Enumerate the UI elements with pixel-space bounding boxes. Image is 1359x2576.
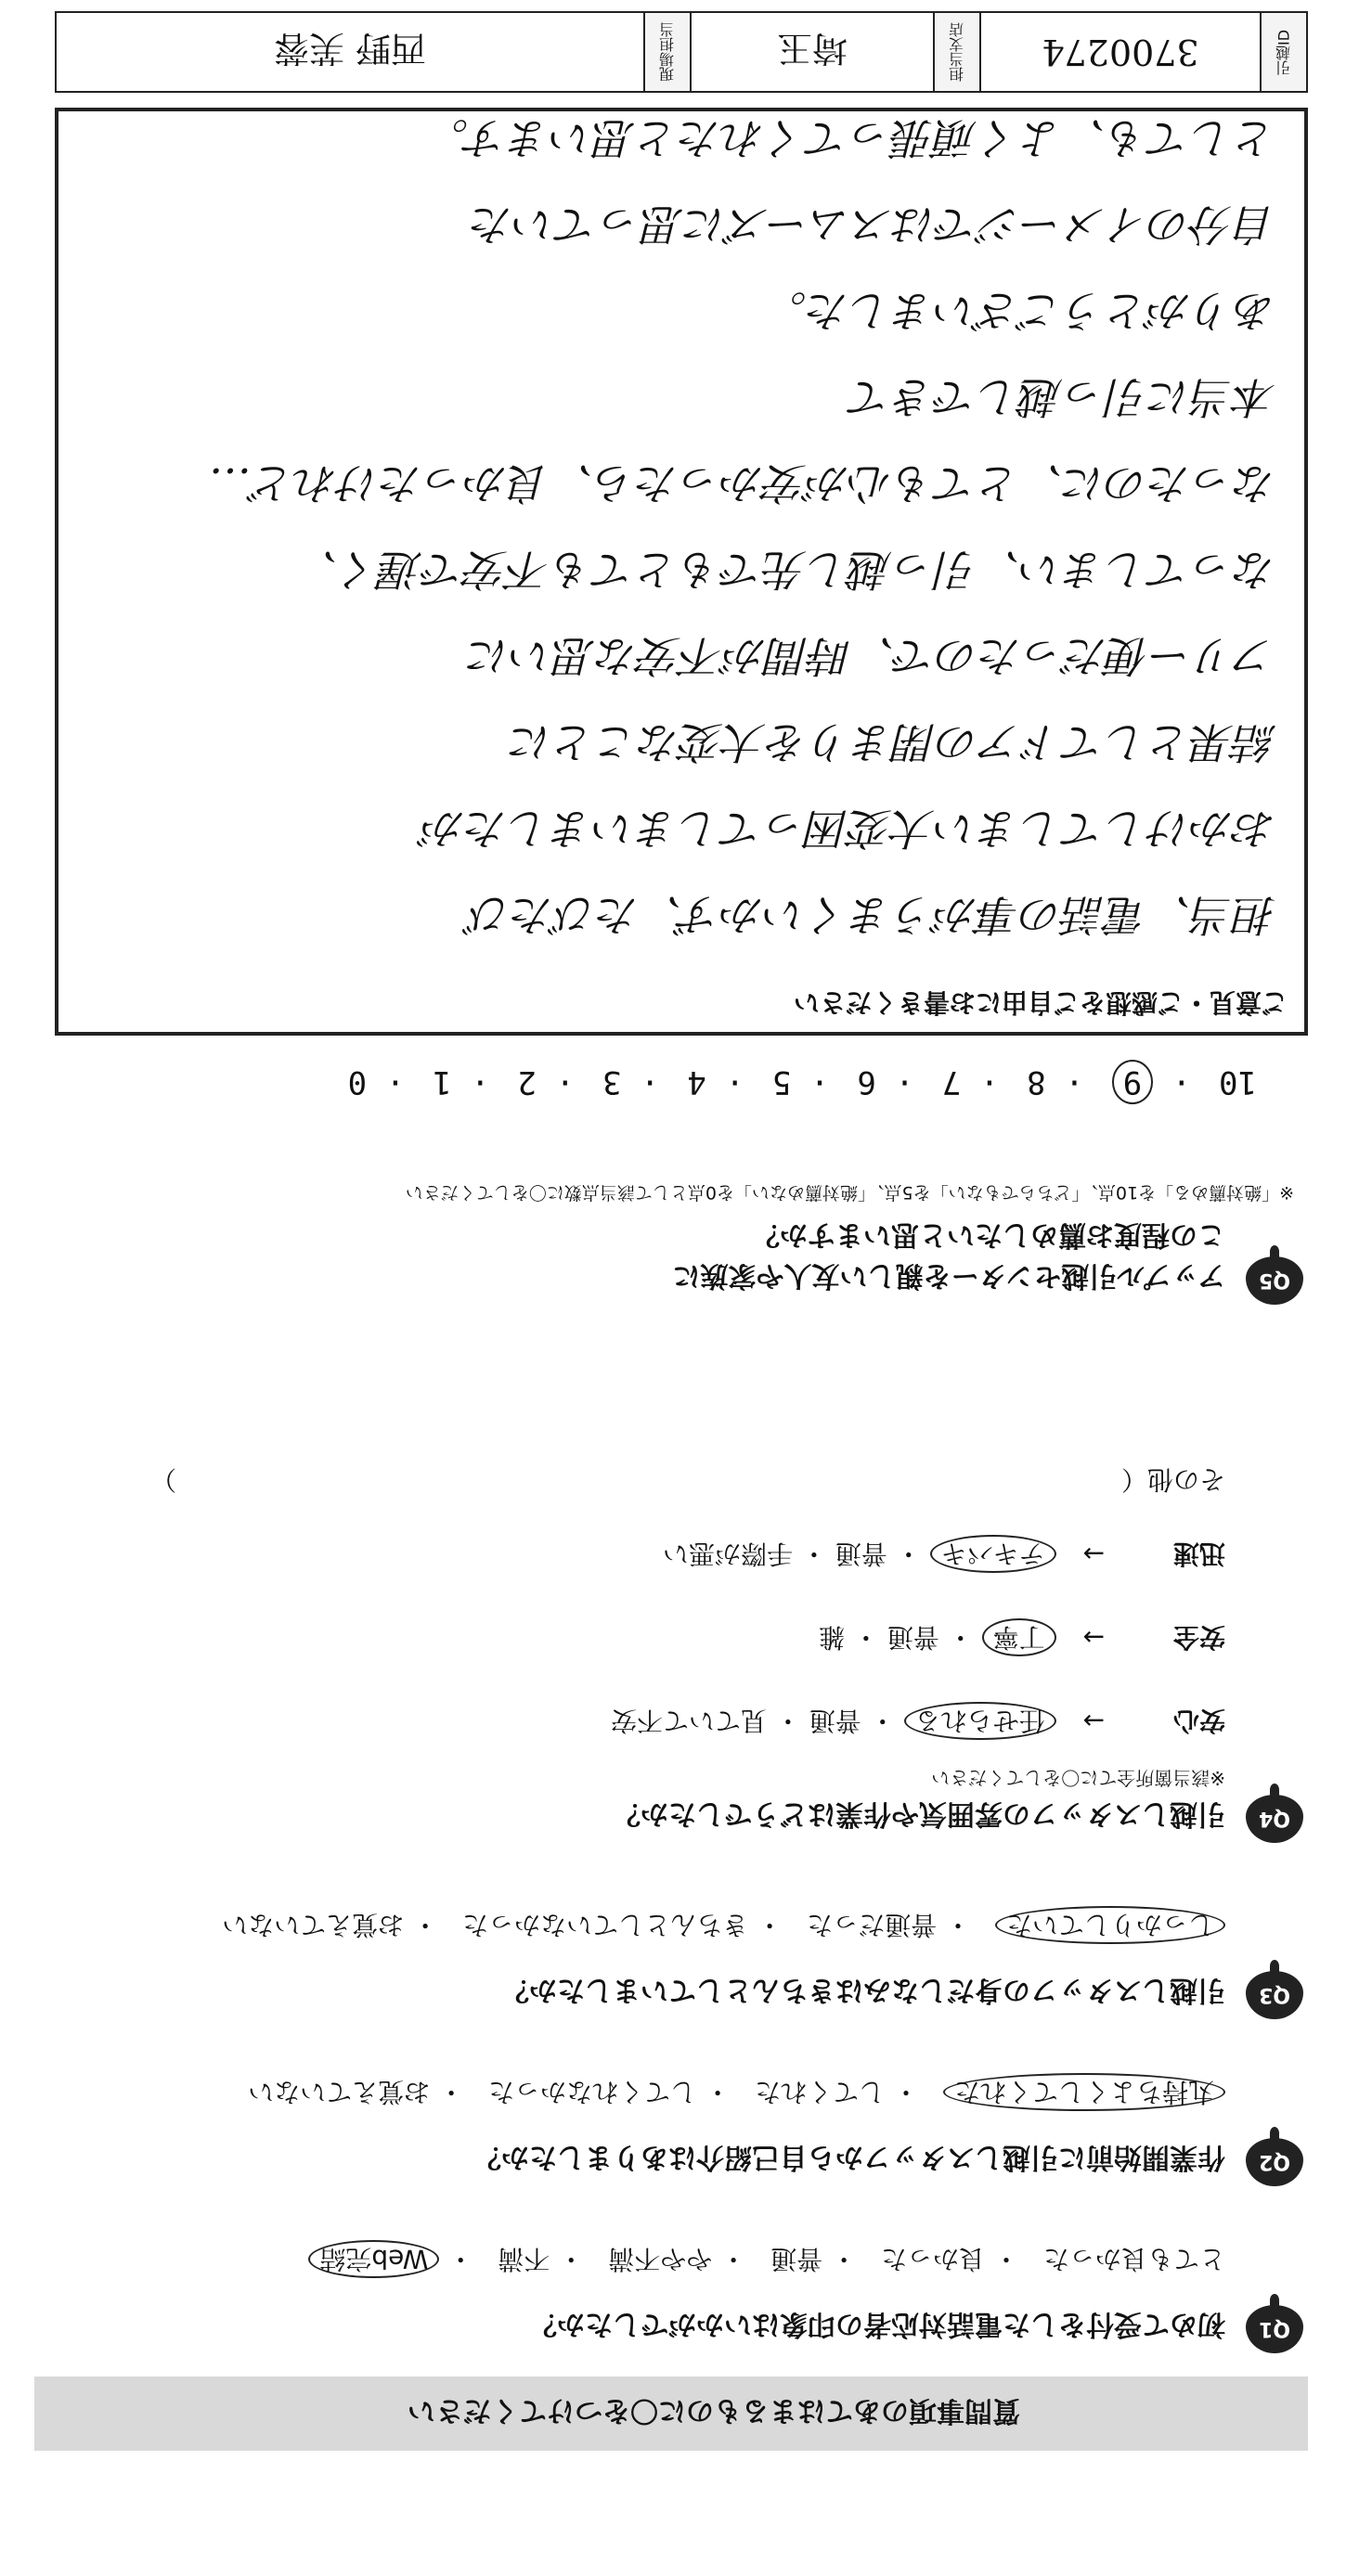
- q1-option[interactable]: 不満: [498, 2244, 550, 2274]
- branch-label: 担当支店: [933, 13, 979, 91]
- scale-point[interactable]: 3: [602, 1063, 622, 1101]
- q3-option[interactable]: 普通だった: [807, 1910, 938, 1940]
- comment-title: ご意見・ご感想をご自由にお書きください: [793, 987, 1288, 1018]
- id-value: 3700274: [979, 13, 1260, 91]
- question-3: [41, 1880, 1303, 2019]
- question-2: [41, 2047, 1303, 2186]
- q4-option[interactable]: 普通: [809, 1706, 861, 1736]
- scale-point[interactable]: 4: [687, 1063, 706, 1101]
- scale-point[interactable]: 10: [1219, 1063, 1257, 1101]
- q4-other-label: その他（: [1120, 1464, 1225, 1495]
- q3-options: しっかりしていた・ 普通だった・ きちんとしていなかった・ お覚えていない: [198, 1908, 1225, 1945]
- q3-option-selected[interactable]: しっかりしていた: [995, 1906, 1225, 1944]
- q4-row-anzen: 安全→ 丁寧 ・ 普通 ・ 雑: [819, 1620, 1225, 1657]
- leader-label: 現場担当: [643, 13, 690, 91]
- question-4: [41, 1453, 1303, 1843]
- q1-option[interactable]: 普通: [770, 2244, 823, 2274]
- q4-option[interactable]: 見ていて不安: [610, 1706, 767, 1736]
- q4-row-key: 安心: [1172, 1706, 1225, 1736]
- scale-point[interactable]: 8: [1027, 1063, 1046, 1101]
- question-1: [41, 2214, 1303, 2353]
- q4-option-selected[interactable]: 丁寧: [982, 1618, 1056, 1656]
- scale-point-selected[interactable]: 9: [1112, 1060, 1153, 1104]
- leader-value: 西野 芙蓉: [273, 28, 427, 70]
- q4-option-selected[interactable]: テキパキ: [930, 1535, 1056, 1573]
- q4-option[interactable]: 普通: [835, 1539, 887, 1569]
- q4-row-key: 安全: [1172, 1622, 1225, 1653]
- q4-option[interactable]: 雑: [818, 1622, 845, 1653]
- branch-value: 埼玉: [690, 13, 933, 91]
- q1-text: 初めて受付をした電話対応者の印象はいかがでしたか？: [529, 2308, 1225, 2340]
- q4-row-anshin: 安心→ 任せられる ・ 普通 ・ 見ていて不安: [611, 1704, 1225, 1741]
- q5-text-2: この程度お薦めしたいと思いますか？: [752, 1218, 1225, 1251]
- q4-row-key: 迅速: [1172, 1539, 1225, 1569]
- instruction-text: 質問事項のあてはまるものに〇をつけてください: [408, 2394, 1020, 2427]
- q2-badge: Q2: [1246, 2138, 1303, 2186]
- q5-scale: 10· 9· 8· 7· 6· 5· 4· 3· 2· 1· 0: [320, 1063, 1257, 1101]
- q4-note: ※該当箇所全てに〇をしてください: [931, 1767, 1225, 1789]
- q1-options: とても良かった・ 良かった・ 普通・ やや不満・ 不満・ Web完結: [284, 2242, 1225, 2279]
- id-label: 引越ID: [1260, 13, 1306, 91]
- q4-row-jinsoku: 迅速→ テキパキ ・ 普通 ・ 手際が悪い: [663, 1537, 1225, 1574]
- q2-options: 丸持ちよくしてくれた・ してくれた・ してくれなかった・ お覚えていない: [224, 2075, 1225, 2112]
- q4-text: 引越しスタッフの雰囲気や作業はどうでしたか？: [613, 1797, 1225, 1830]
- q5-text: アップル引越センターを親しい友人や家族に: [672, 1259, 1225, 1292]
- scale-point[interactable]: 1: [433, 1063, 452, 1101]
- scale-point[interactable]: 6: [857, 1063, 876, 1101]
- scale-point[interactable]: 0: [347, 1063, 368, 1101]
- q1-option[interactable]: とても良かった: [1042, 2244, 1225, 2274]
- comment-handwriting[interactable]: 担当、電話の事がうまくいかず、たびたび おかけしてしまい大変困ってしまいましたが 結果としてドアの閉まりを大変なことに フリー便だったので、時間が不安な思いに なってしまい、引っ越し先でもとても不安で遅く、 なったのに、とても心が安かったら、良かったけれど… 本当に引っ越しできて ありがとうございました。 自分のイメージではスムーズに思っていた としても、よく頑張ってくれたと思います。: [209, 113, 1276, 940]
- scale-point[interactable]: 2: [517, 1063, 537, 1101]
- q4-other-close: ）: [150, 1464, 177, 1495]
- q3-option[interactable]: お覚えていない: [222, 1910, 405, 1940]
- q4-option[interactable]: 手際が悪い: [662, 1539, 793, 1569]
- q1-option[interactable]: やや不満: [608, 2244, 713, 2274]
- q2-text: 作業開始前に引越しスタッフから自己紹介はありましたか？: [473, 2141, 1225, 2173]
- q2-option-selected[interactable]: 丸持ちよくしてくれた: [943, 2073, 1225, 2111]
- q4-option[interactable]: 普通: [887, 1622, 939, 1653]
- scale-point[interactable]: 7: [941, 1063, 962, 1101]
- q3-text: 引越しスタッフの身だしなみはきちんとしていましたか？: [501, 1974, 1225, 2006]
- q2-option[interactable]: してくれた: [755, 2077, 886, 2107]
- comment-box: [55, 108, 1308, 1036]
- q3-badge: Q3: [1246, 1971, 1303, 2019]
- q5-note: ※「絶対薦める」を10点、「どちらでもない」を5点、「絶対薦めない」を0点として該当点数に〇をしてください: [405, 1182, 1294, 1203]
- q2-option[interactable]: してくれなかった: [488, 2077, 697, 2107]
- scale-point[interactable]: 5: [771, 1063, 792, 1101]
- q2-option[interactable]: お覚えていない: [248, 2077, 431, 2107]
- q5-badge: Q5: [1246, 1256, 1303, 1305]
- q4-option-selected[interactable]: 任せられる: [904, 1702, 1056, 1740]
- q1-badge: Q1: [1246, 2305, 1303, 2353]
- instruction-bar: [34, 2376, 1308, 2451]
- q1-option[interactable]: 良かった: [881, 2244, 986, 2274]
- question-5: [41, 1119, 1303, 1305]
- q1-option-selected[interactable]: Web完結: [308, 2240, 439, 2278]
- q3-option[interactable]: きちんとしていなかった: [462, 1910, 749, 1940]
- q4-other: [37, 1462, 1225, 1500]
- q4-badge: Q4: [1246, 1795, 1303, 1843]
- id-table: [55, 11, 1308, 93]
